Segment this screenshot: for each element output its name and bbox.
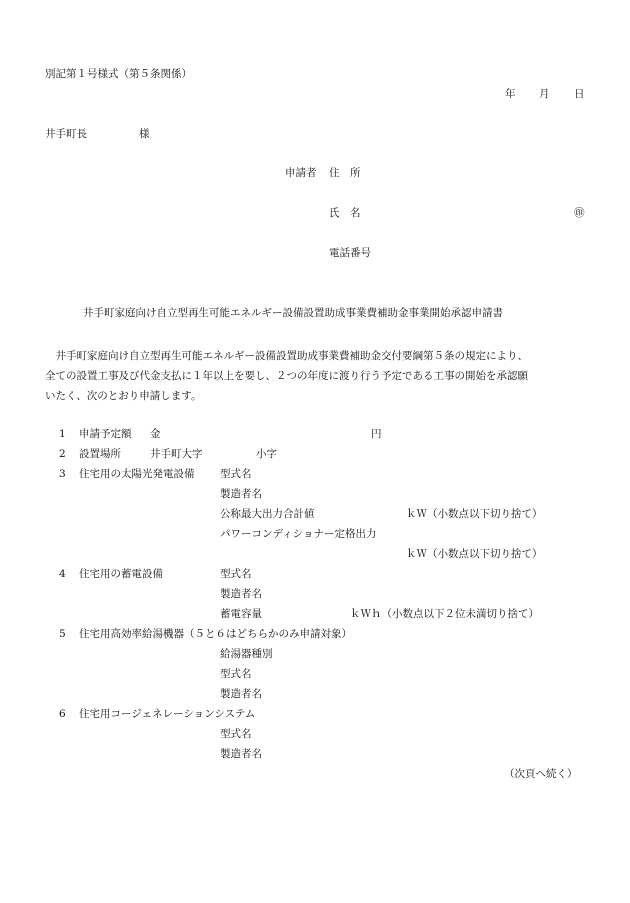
- applicant-label: 申請者: [285, 167, 317, 179]
- item-4-model-label: 型式名: [220, 568, 252, 580]
- item-5-number: 5: [59, 628, 66, 640]
- item-5-maker-label: 製造者名: [220, 688, 262, 700]
- item-4-label: 住宅用の蓄電設備: [79, 568, 163, 580]
- applicant-phone-label: 電話番号: [329, 247, 371, 259]
- document-title: 井手町家庭向け自立型再生可能エネルギー設備設置助成事業費補助金事業開始承認申請書: [83, 307, 503, 319]
- item-3-pcs-label: パワーコンディショナー定格出力: [220, 528, 377, 540]
- item-5-type-label: 給湯器種別: [220, 648, 273, 660]
- item-6-label: 住宅用コージェネレーションシステム: [79, 708, 256, 720]
- item-3-number: 3: [59, 468, 66, 480]
- item-2-koaza: 小字: [256, 448, 277, 460]
- item-5-label: 住宅用高効率給湯機器（５と６はどちらかのみ申請対象）: [79, 628, 352, 640]
- item-2-town: 井手町大字: [150, 448, 203, 460]
- item-4-maker-label: 製造者名: [220, 588, 262, 600]
- item-3-output-label: 公称最大出力合計値: [220, 508, 315, 520]
- item-6-model-label: 型式名: [220, 728, 252, 740]
- date-day-label: 日: [574, 88, 585, 100]
- date-month-label: 月: [539, 88, 550, 100]
- continued-note: （次頁へ続く）: [504, 768, 578, 780]
- item-1-number: 1: [59, 428, 66, 440]
- item-1-unit: 円: [371, 428, 382, 440]
- item-5-model-label: 型式名: [220, 668, 252, 680]
- item-4-number: 4: [59, 568, 66, 580]
- item-3-pcs-unit: ｋＷ（小数点以下切り捨て）: [406, 548, 543, 560]
- item-1-label: 申請予定額: [79, 428, 132, 440]
- applicant-name-label: 氏 名: [329, 207, 361, 219]
- item-3-model-label: 型式名: [220, 468, 252, 480]
- item-6-number: 6: [59, 708, 66, 720]
- item-3-maker-label: 製造者名: [220, 488, 262, 500]
- seal-mark: ㊞: [574, 207, 585, 219]
- addressee-name: 井手町長: [45, 128, 87, 140]
- body-line: 井手町家庭向け自立型再生可能エネルギー設備設置助成事業費補助金交付要綱第５条の規定により、: [45, 350, 528, 362]
- item-4-capacity-label: 蓄電容量: [220, 608, 262, 620]
- item-2-label: 設置場所: [79, 448, 121, 460]
- body-line: 全ての設置工事及び代金支払に１年以上を要し、２つの年度に渡り行う予定である工事の開始を承認願: [45, 370, 528, 382]
- form-header: 別記第１号様式（第５条関係）: [45, 68, 192, 80]
- item-3-output-unit: ｋＷ（小数点以下切り捨て）: [406, 508, 543, 520]
- item-6-maker-label: 製造者名: [220, 748, 262, 760]
- date-year-label: 年: [505, 88, 516, 100]
- applicant-address-label: 住 所: [329, 167, 361, 179]
- body-paragraph: [45, 346, 590, 406]
- item-1-prefix: 金: [150, 428, 161, 440]
- body-line: いたく、次のとおり申請します。: [45, 390, 202, 402]
- addressee-honorific: 様: [139, 128, 150, 140]
- item-2-number: 2: [59, 448, 66, 460]
- item-3-label: 住宅用の太陽光発電設備: [79, 468, 195, 480]
- item-4-capacity-unit: ｋＷｈ（小数点以下２位未満切り捨て）: [350, 608, 539, 620]
